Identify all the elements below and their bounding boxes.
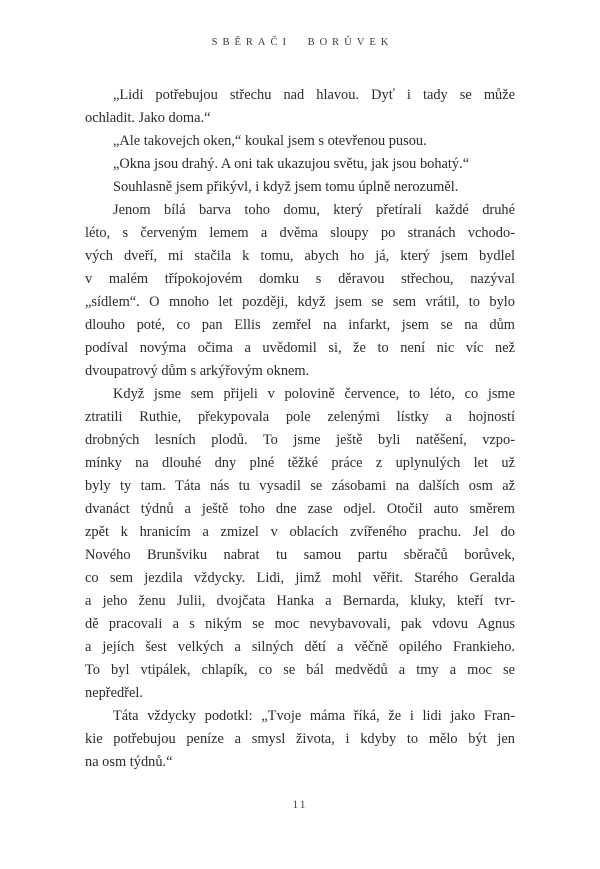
text-line: zpět k hranicím a zmizel v oblacích zvířeného prachu. Jel do — [85, 524, 515, 540]
text-line: „Okna jsou drahý. A oni tak ukazujou světu, jak jsou bohatý.“ — [113, 156, 470, 172]
text-line: „Lidi potřebujou střechu nad hlavou. Dyť i tady se může — [113, 87, 515, 103]
text-line: ztratili Ruthie, překypovala pole zelenými lístky a hojností — [85, 409, 515, 425]
text-line: Táta vždycky podotkl: „Tvoje máma říká, že i lidi jako Fran- — [113, 708, 515, 724]
running-header: SBĚRAČI BORŮVEK — [211, 37, 394, 48]
text-line: na osm týdnů.“ — [85, 754, 173, 770]
text-line: Souhlasně jsem přikývl, i když jsem tomu úplně nerozuměl. — [113, 179, 459, 195]
text-line: a jeho ženu Julii, dvojčata Hanka a Bernarda, kluky, kteří tvr- — [85, 593, 515, 609]
text-line: v malém třípokojovém domku s děravou střechou, nazýval — [85, 271, 515, 287]
text-line: dě pracovali a s nikým se moc nevybavovali, pak vdovu Agnus — [85, 616, 515, 632]
text-line: vých dveří, mi stačila k tomu, abych ho já, který jsem bydlel — [85, 248, 515, 264]
text-line: „Ale takovejch oken,“ koukal jsem s otevřenou pusou. — [113, 133, 427, 149]
text-line: ochladit. Jako doma.“ — [85, 110, 211, 126]
text-line: kie potřebujou peníze a smysl života, i kdyby to mělo být jen — [85, 731, 515, 747]
text-line: drobných lesních plodů. To jsme ještě byli natěšení, vzpo- — [85, 432, 515, 448]
text-line: Nového Brunšviku nabrat tu samou partu sběračů borůvek, — [85, 547, 515, 563]
text-line: co sem jezdila vždycky. Lidi, jimž mohl věřit. Starého Geralda — [85, 570, 515, 586]
text-line: „sídlem“. O mnoho let později, když jsem se sem vrátil, to bylo — [85, 294, 515, 310]
text-line: To byl vtipálek, chlapík, co se bál medvědů a tmy a moc se — [85, 662, 515, 678]
page-number: 11 — [292, 799, 308, 811]
text-line: dvanáct týdnů a ještě toho dne zase odjel. Otočil auto směrem — [85, 501, 515, 517]
text-line: podíval novýma očima a uvědomil si, že to není nic víc než — [85, 340, 515, 356]
text-line: a jejích šest velkých a silných dětí a věčně opilého Frankieho. — [85, 639, 515, 655]
text-line: dvoupatrový dům s arkýřovým oknem. — [85, 363, 310, 379]
text-line: mínky na dlouhé dny plné těžké práce z uplynulých let už — [85, 455, 515, 471]
text-line: léto, s červeným lemem a dvěma sloupy po stranách vchodo- — [85, 225, 515, 241]
text-line: dlouho poté, co pan Ellis zemřel na infarkt, jsem se na dům — [85, 317, 515, 333]
text-line: byly ty tam. Táta nás tu vysadil se zásobami na dalších osm až — [85, 478, 515, 494]
text-block — [85, 84, 515, 774]
text-line: nepředřel. — [85, 685, 143, 701]
text-line: Když jsme sem přijeli v polovině července, to léto, co jsme — [113, 386, 515, 402]
text-line: Jenom bílá barva toho domu, který přetírali každé druhé — [113, 202, 515, 218]
